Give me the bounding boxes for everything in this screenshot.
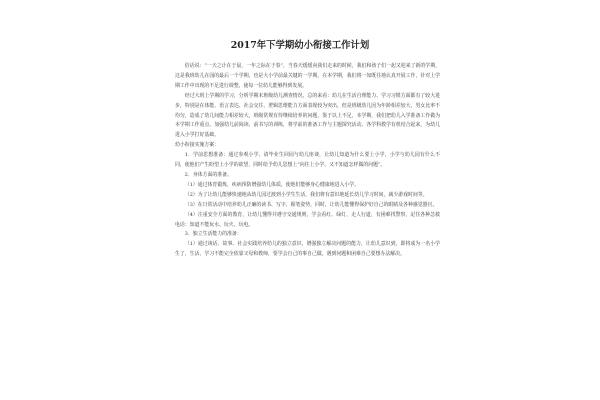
paragraph-section-2-heading: 2．身体方面的准备。 [184, 171, 232, 178]
paragraph-section-3-heading: 3．独立生活能力的准备： [184, 231, 242, 238]
paragraph-section-1: 1．学前思想准备：通过参观小学、请毕业生回园与幼儿座谈，让幼儿知道为什么要上小学，小学与幼儿园有什么不同，使他们产生盼望上小学的欲望，同时给予幼儿思想上“向往上小学、又不知道怎样做的问题”。 [175, 152, 440, 169]
paragraph-section-2-item-2: （2）为了让幼儿能够快速地从幼儿园过渡到小学生生活，我们将有意识地延长幼儿学习时间，减少游戏时间等。 [184, 191, 428, 198]
paragraph-section-2-item-4: （4）注重安全方面的教育，让幼儿懂得并遵守交通规则，学会看红、绿灯，走人行道，有困难找警察，記住各种急救电话：知道不能玩水、玩火、玩电。 [175, 211, 440, 228]
document-title: 2017年下学期幼小衔接工作计划 [230, 40, 370, 51]
paragraph-section-3-item-1: （1）通过谈话、故事、社会实践培养幼儿的独立意识，增强独立解决问题的能力，让幼儿意识到，即将成为一名小学生了，生活、学习不能完全依靠父母和教师，要学会自己的事自己做，遇到问题和困难自己要想办法解决。 [175, 241, 440, 258]
paragraph-analysis: 经过大班上学期的学习，分析学期末班级幼儿测查情况，总的来看：幼儿在生活自理能力、学习习惯方面都有了较大进步，特别是在体能、语言表达、社会交往、逻辑思维能力方面表现较为突出，但是班级幼儿因为年龄相差较大，男女比率不均匀，造成了幼儿间能力相差较大，班级常规有待继续培养的问题，鉴于以上不足，本学期，我们把幼儿入学准备工作做为本学期工作重点，加强幼儿前阅读、前书写的训练，将学前的准备工作与主题探究活动、各学科教学有机结合起来，为幼儿进入小学打好基础。 [175, 92, 440, 139]
document-body [175, 62, 440, 260]
paragraph-plan-heading: 幼小衔接实施方案： [175, 142, 220, 149]
paragraph-section-2-item-1: （1）通过体育锻炼，疾病预防增强幼儿体质，使他们能够身心健康地进入小学。 [184, 181, 360, 188]
paragraph-section-2-item-3: （3）在日常活动中培养幼儿正确的读书、写字、握笔姿势，同时，让幼儿能懂得保护好自己的眼睛及各种感觉器官。 [184, 201, 438, 208]
paragraph-intro: 俗话说：“一天之计在于晨，一年之际在于春”，当春天缓缓向我们走来的时候，我们和孩子们一起又迎来了新的学期，这是我班幼儿在园的最后一个学期，也是大小学前最关键的一学期。在本学期，我们将一如既往地认真开展工作，针对上学期工作中出现的不足进行调整，使每一位幼儿能够得到发展。 [175, 63, 440, 89]
